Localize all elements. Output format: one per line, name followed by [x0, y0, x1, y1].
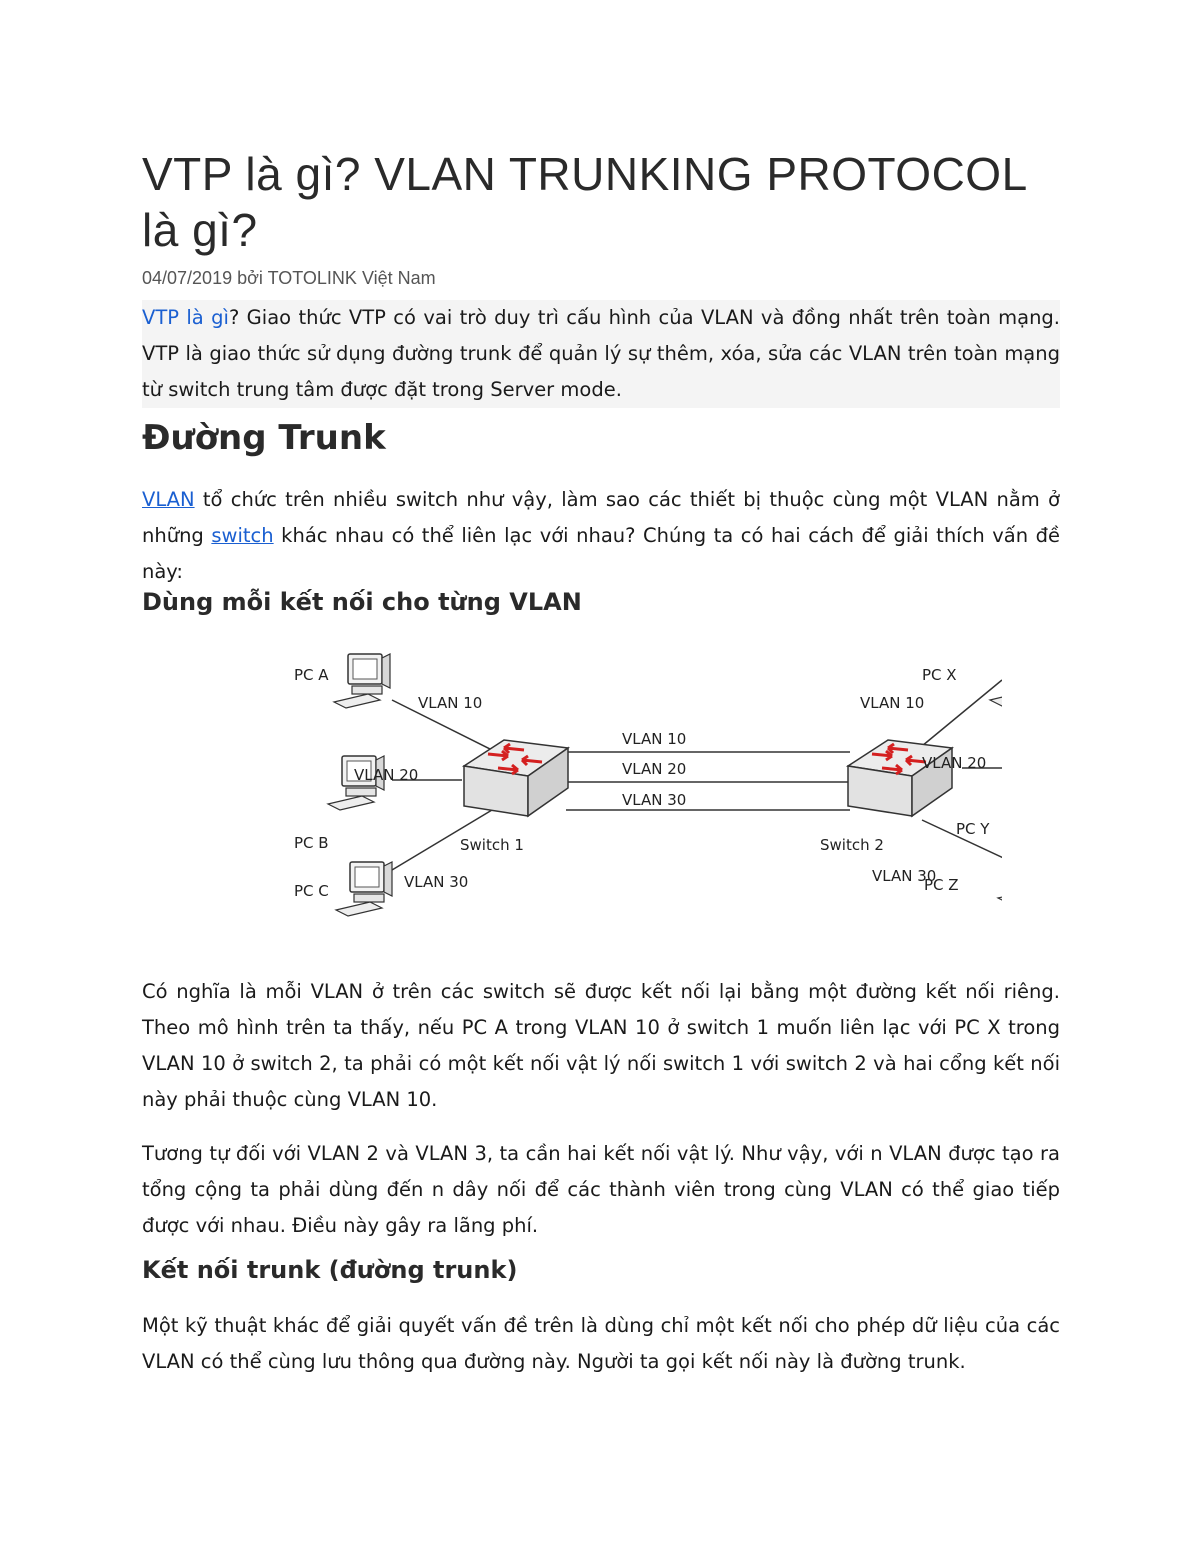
page-title: VTP là gì? VLAN TRUNKING PROTOCOL là gì?: [142, 148, 1026, 256]
para1-text-2: khác nhau có thể liên lạc với nhau? Chúng ta có hai cách để giải thích vấn đề này:: [142, 524, 1060, 583]
subheading-per-vlan-link: Dùng mỗi kết nối cho từng VLAN: [142, 588, 582, 616]
intro-text: ? Giao thức VTP có vai trò duy trì cấu hình của VLAN và đồng nhất trên toàn mạng. VTP là giao thức sử dụng đường trunk để quản lý sự thêm, xóa, sửa các VLAN trên toàn mạng từ switch trung tâm được đặt trong Server mode.: [142, 306, 1060, 401]
paragraph-trunk: Một kỹ thuật khác để giải quyết vấn đề trên là dùng chỉ một kết nối cho phép dữ liệu của các VLAN có thể cùng lưu thông qua đường này. Người ta gọi kết nối này là đường trunk.: [142, 1314, 1060, 1373]
pc-z-label: PC Z: [924, 876, 959, 894]
right-vlan-10-label: VLAN 10: [860, 694, 925, 712]
right-vlan-20-label: VLAN 20: [922, 754, 987, 772]
switch-link[interactable]: switch: [211, 524, 274, 547]
byline: 04/07/2019 bởi TOTOLINK Việt Nam: [142, 268, 436, 288]
pc-icon: [998, 850, 1002, 904]
trunk-vlan-20-label: VLAN 20: [622, 760, 687, 778]
pc-a-label: PC A: [294, 666, 329, 684]
switch-2-label: Switch 2: [820, 836, 884, 854]
paragraph-vlan-question: [142, 482, 1060, 590]
pc-c-label: PC C: [294, 882, 329, 900]
intro-link[interactable]: VTP là gì: [142, 306, 229, 329]
section-heading-trunk: Đường Trunk: [142, 418, 386, 458]
switch-icon: [464, 740, 568, 816]
subheading-trunk-link: Kết nối trunk (đường trunk): [142, 1256, 518, 1284]
para1-text-1: tổ chức trên nhiều switch như vậy, làm sao các thiết bị thuộc cùng một VLAN nằm ở những: [142, 488, 1060, 547]
pc-icon: [990, 652, 1002, 706]
left-vlan-30-label: VLAN 30: [404, 873, 469, 891]
switch-icon: [848, 740, 952, 816]
pc-icon: [336, 862, 392, 916]
vlan-link[interactable]: VLAN: [142, 488, 195, 511]
left-vlan-20-label: VLAN 20: [354, 766, 419, 784]
paragraph-waste: Tương tự đối với VLAN 2 và VLAN 3, ta cần hai kết nối vật lý. Như vậy, với n VLAN được tạo ra tổng cộng ta phải dùng đến n dây nối để các thành viên trong cùng VLAN có thể giao tiếp được với nhau. Điều này gây ra lãng phí.: [142, 1142, 1060, 1237]
left-vlan-10-label: VLAN 10: [418, 694, 483, 712]
paragraph-explanation: Có nghĩa là mỗi VLAN ở trên các switch sẽ được kết nối lại bằng một đường kết nối riêng. Theo mô hình trên ta thấy, nếu PC A trong VLAN 10 ở switch 1 muốn liên lạc với PC X trong VLAN 10 ở switch 2, ta phải có một kết nối vật lý nối switch 1 với switch 2 và hai cổng kết nối này phải thuộc cùng VLAN 10.: [142, 980, 1060, 1111]
trunk-vlan-10-label: VLAN 10: [622, 730, 687, 748]
trunk-vlan-30-label: VLAN 30: [622, 791, 687, 809]
switch-1-label: Switch 1: [460, 836, 524, 854]
pc-icon: [334, 654, 390, 708]
intro-paragraph: [142, 300, 1060, 408]
pc-x-label: PC X: [922, 666, 957, 684]
network-diagram: [182, 640, 1002, 930]
right-vlan-30-label: VLAN 30: [872, 867, 937, 885]
pc-b-label: PC B: [294, 834, 329, 852]
pc-y-label: PC Y: [956, 820, 990, 838]
